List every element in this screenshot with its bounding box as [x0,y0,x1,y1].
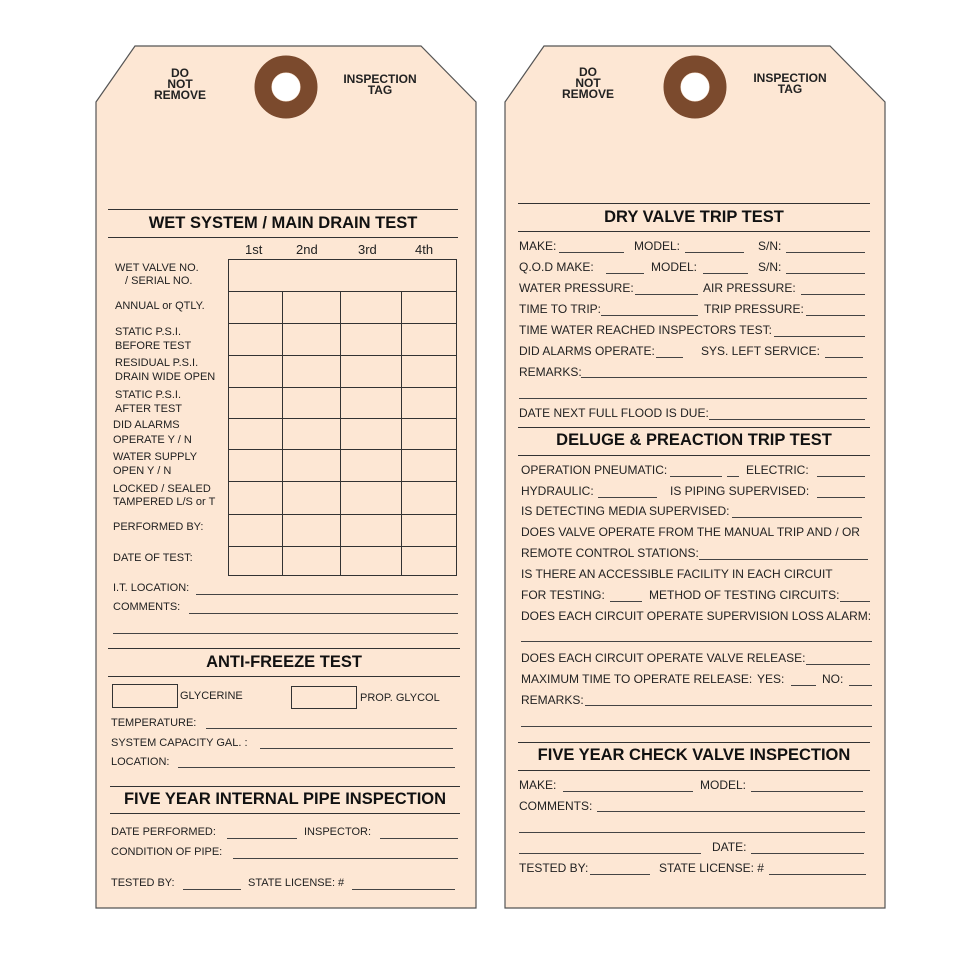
date-field[interactable] [751,853,864,854]
make2-label: MAKE: [519,778,557,792]
col-1st: 1st [245,242,263,257]
qod-model-field[interactable] [703,273,748,274]
prop-glycol-checkbox[interactable] [291,686,357,709]
tested-by2-field[interactable] [590,874,650,875]
is-piping-label: IS PIPING SUPERVISED: [670,484,810,498]
hydraulic-label: HYDRAULIC: [521,484,594,498]
model-label: MODEL: [634,239,681,253]
time-to-trip-label: TIME TO TRIP: [519,302,602,316]
time-water-label: TIME WATER REACHED INSPECTORS TEST: [519,323,772,337]
row-water-supply: WATER SUPPLY OPEN Y / N [113,451,198,477]
model2-field[interactable] [751,791,863,792]
remarks2-label: REMARKS: [521,693,584,707]
row-annual: ANNUAL or QTLY. [115,300,205,312]
location-field[interactable] [178,767,455,768]
max-time-label: MAXIMUM TIME TO OPERATE RELEASE: [521,672,753,686]
tested-by-label: TESTED BY: [111,877,175,889]
op-pneumatic-label: OPERATION PNEUMATIC: [521,463,668,477]
comments2-label: COMMENTS: [519,799,593,813]
valve-release-label: DOES EACH CIRCUIT OPERATE VALVE RELEASE: [521,651,806,665]
remarks-label: REMARKS: [519,365,582,379]
qod-sn-label: S/N: [758,260,782,274]
row-residual: RESIDUAL P.S.I. DRAIN WIDE OPEN [115,357,216,383]
water-pressure-label: WATER PRESSURE: [519,281,634,295]
supervision-label: DOES EACH CIRCUIT OPERATE SUPERVISION LOSS ALARM: [521,609,872,623]
sn-label: S/N: [758,239,782,253]
state-license2-field[interactable] [769,874,866,875]
system-capacity-label: SYSTEM CAPACITY GAL. : [111,737,248,749]
hydraulic-field[interactable] [598,497,657,498]
make2-field[interactable] [563,791,693,792]
do-not-remove-label-right: DO NOT REMOVE [561,65,614,101]
water-pressure-field[interactable] [635,294,698,295]
air-pressure-label: AIR PRESSURE: [703,281,796,295]
col-2nd: 2nd [296,242,318,257]
date-performed-field[interactable] [227,838,297,839]
did-alarms-field[interactable] [656,357,683,358]
it-location-field[interactable] [196,594,458,595]
sys-left-field[interactable] [825,357,863,358]
inspector-field[interactable] [380,838,458,839]
electric-field[interactable] [817,476,865,477]
no-label: NO: [822,672,844,686]
model2-label: MODEL: [700,778,747,792]
temperature-label: TEMPERATURE: [111,717,197,729]
for-testing-field[interactable] [610,601,642,602]
check-valve-title: FIVE YEAR CHECK VALVE INSPECTION [537,746,851,764]
tested-by-field[interactable] [183,889,241,890]
temperature-field[interactable] [206,728,457,729]
date-next-label: DATE NEXT FULL FLOOD IS DUE: [519,406,709,420]
trip-pressure-field[interactable] [806,315,865,316]
row-did-alarms: DID ALARMS OPERATE Y / N [113,419,192,446]
op-pneumatic-field[interactable] [670,476,722,477]
make-label: MAKE: [519,239,557,253]
does-valve-label: DOES VALVE OPERATE FROM THE MANUAL TRIP AND / OR [521,525,860,539]
dry-valve-title: DRY VALVE TRIP TEST [604,208,784,226]
glycerine-label: GLYCERINE [180,690,243,702]
sys-left-label: SYS. LEFT SERVICE: [701,344,820,358]
col-3rd: 3rd [358,242,377,257]
for-testing-label: FOR TESTING: [521,588,605,602]
yes-label: YES: [757,672,785,686]
qod-make-label: Q.O.D MAKE: [519,260,594,274]
is-detecting-field[interactable] [732,517,862,518]
state-license-field[interactable] [352,889,455,890]
it-location-label: I.T. LOCATION: [113,582,190,594]
inspector-label: INSPECTOR: [304,826,372,838]
tested-by2-label: TESTED BY: [519,861,589,875]
did-alarms-label: DID ALARMS OPERATE: [519,344,655,358]
row-date-of-test: DATE OF TEST: [113,552,193,564]
row-locked: LOCKED / SEALED TAMPERED L/S or T [113,483,216,508]
location-label: LOCATION: [111,756,170,768]
qod-make-field[interactable] [606,273,644,274]
electric-label: ELECTRIC: [746,463,809,477]
remarks2-field[interactable] [585,705,872,706]
do-not-remove-label: DO NOT REMOVE [153,66,206,102]
time-water-field[interactable] [774,336,865,337]
row-static-after: STATIC P.S.I. AFTER TEST [115,389,183,415]
deluge-title: DELUGE & PREACTION TRIP TEST [556,431,832,449]
air-pressure-field[interactable] [801,294,865,295]
no-field[interactable] [849,685,872,686]
condition-label: CONDITION OF PIPE: [111,846,223,858]
wet-system-title: WET SYSTEM / MAIN DRAIN TEST [148,214,418,232]
comments2-field[interactable] [597,811,865,812]
valve-release-field[interactable] [806,664,870,665]
is-there-label: IS THERE AN ACCESSIBLE FACILITY IN EACH CIRCUIT [521,567,833,581]
comments-label: COMMENTS: [113,601,181,613]
method-field[interactable] [840,601,870,602]
op-pneumatic-field-2[interactable] [727,476,739,477]
yes-field[interactable] [791,685,816,686]
prop-glycol-label: PROP. GLYCOL [360,692,440,704]
make-field[interactable] [559,252,624,253]
remarks2-field-2[interactable] [521,726,872,727]
supervision-field[interactable] [521,641,872,642]
method-label: METHOD OF TESTING CIRCUITS: [649,588,840,602]
comments-field-2[interactable] [113,633,458,634]
model-field[interactable] [685,252,744,253]
remarks-field[interactable] [581,377,867,378]
remarks-field-2[interactable] [519,398,867,399]
row-performed-by: PERFORMED BY: [113,521,204,533]
anti-freeze-title: ANTI-FREEZE TEST [206,653,362,671]
internal-pipe-title: FIVE YEAR INTERNAL PIPE INSPECTION [123,790,447,808]
glycerine-checkbox[interactable] [112,684,178,708]
inspection-tag-label-right: INSPECTION TAG [753,71,827,96]
row-static-before: STATIC P.S.I. BEFORE TEST [115,326,192,352]
col-4th: 4th [415,242,434,257]
state-license2-label: STATE LICENSE: # [659,861,764,875]
trip-pressure-label: TRIP PRESSURE: [704,302,804,316]
date-next-field[interactable] [709,419,865,420]
row-wet-valve: WET VALVE NO. / SERIAL NO. [115,262,199,287]
time-to-trip-field[interactable] [601,315,698,316]
inspection-tag-label: INSPECTION TAG [343,72,417,97]
state-license-label: STATE LICENSE: # [248,877,345,889]
date-performed-label: DATE PERFORMED: [111,826,216,838]
right-tag-body [505,46,885,908]
comments-field[interactable] [189,613,458,614]
comments2-field-2[interactable] [519,832,865,833]
comments2-field-3[interactable] [519,853,701,854]
sn-field[interactable] [786,252,865,253]
remote-control-label: REMOTE CONTROL STATIONS: [521,546,699,560]
condition-field[interactable] [233,858,458,859]
remote-control-field[interactable] [699,559,868,560]
date-label: DATE: [712,840,747,854]
is-piping-field[interactable] [817,497,865,498]
is-detecting-label: IS DETECTING MEDIA SUPERVISED: [521,504,730,518]
qod-sn-field[interactable] [786,273,865,274]
qod-model-label: MODEL: [651,260,698,274]
system-capacity-field[interactable] [260,748,453,749]
